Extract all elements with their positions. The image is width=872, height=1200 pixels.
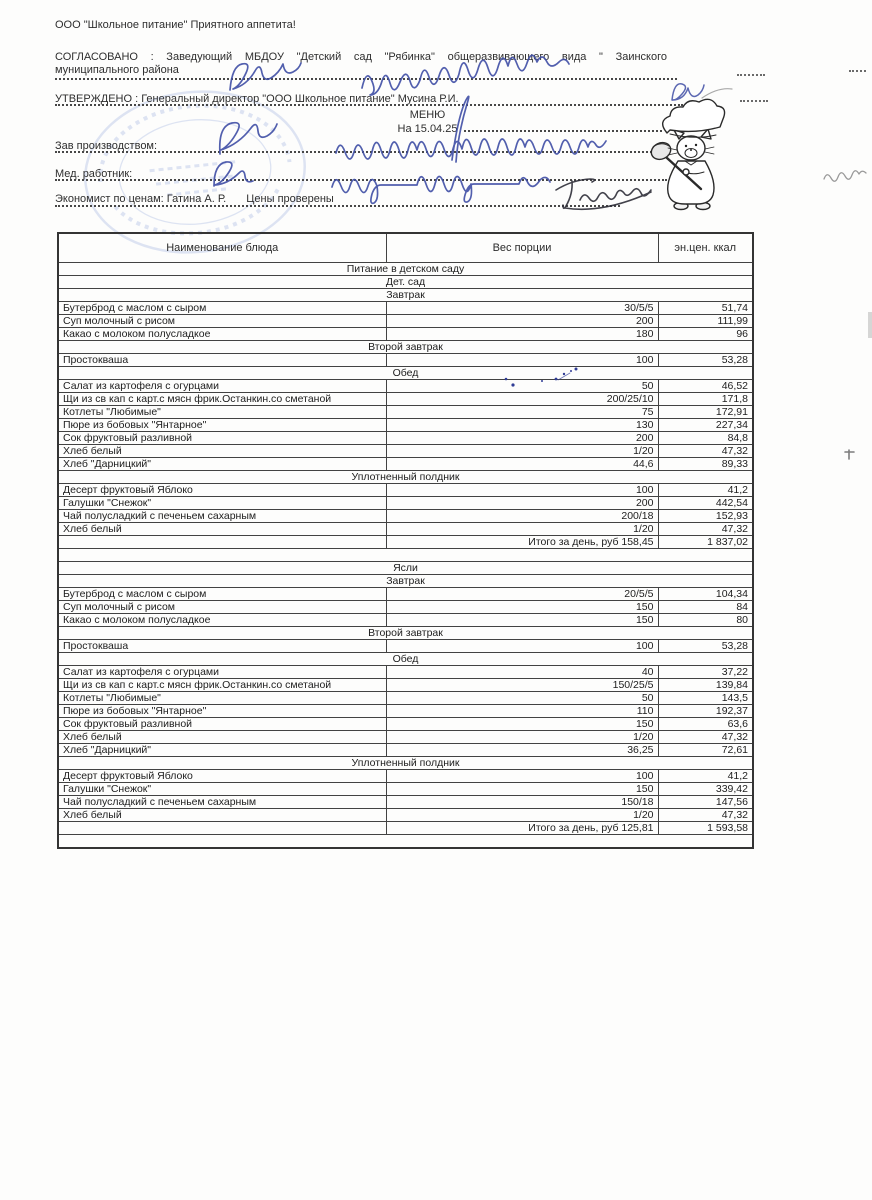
dish-name: Сок фруктовый разливной <box>58 718 386 731</box>
dish-kcal: 80 <box>658 614 753 627</box>
dish-row <box>58 809 753 822</box>
dish-name: Суп молочный с рисом <box>58 601 386 614</box>
dish-row <box>58 432 753 445</box>
dish-weight: 150 <box>386 614 658 627</box>
dish-name: Десерт фруктовый Яблоко <box>58 484 386 497</box>
section-row <box>58 276 753 289</box>
section-title: Уплотненный полдник <box>58 471 753 484</box>
dish-row <box>58 354 753 367</box>
agreed-signature-line <box>55 78 677 80</box>
dish-row <box>58 406 753 419</box>
approved-line: УТВЕРЖДЕНО : Генеральный директор "ООО Школьное питание" Мусина Р.И. <box>55 93 459 105</box>
dish-row <box>58 315 753 328</box>
dish-kcal: 47,32 <box>658 809 753 822</box>
dish-weight: 100 <box>386 770 658 783</box>
dish-weight: 100 <box>386 484 658 497</box>
spacer-row <box>58 835 753 849</box>
dish-kcal: 152,93 <box>658 510 753 523</box>
dish-name: Хлеб белый <box>58 809 386 822</box>
dish-kcal: 53,28 <box>658 354 753 367</box>
dish-kcal: 139,84 <box>658 679 753 692</box>
total-empty-cell <box>58 536 386 549</box>
dish-kcal: 111,99 <box>658 315 753 328</box>
total-kcal: 1 593,58 <box>658 822 753 835</box>
economist-signature-line <box>55 205 620 207</box>
dish-kcal: 339,42 <box>658 783 753 796</box>
medical-worker-signature-line <box>55 179 667 181</box>
company-header: ООО "Школьное питание" Приятного аппетита! <box>55 19 296 31</box>
dish-weight: 36,25 <box>386 744 658 757</box>
dish-kcal: 84 <box>658 601 753 614</box>
dish-row <box>58 692 753 705</box>
section-title: Ясли <box>58 562 753 575</box>
dish-name: Хлеб белый <box>58 523 386 536</box>
dish-weight: 75 <box>386 406 658 419</box>
dish-name: Сок фруктовый разливной <box>58 432 386 445</box>
dish-row <box>58 640 753 653</box>
dish-weight: 200 <box>386 432 658 445</box>
dish-weight: 180 <box>386 328 658 341</box>
dish-weight: 150/25/5 <box>386 679 658 692</box>
section-row <box>58 562 753 575</box>
total-row <box>58 536 753 549</box>
dish-weight: 1/20 <box>386 445 658 458</box>
margin-dots-1 <box>849 70 866 72</box>
agreed-line-2: муниципального района <box>55 64 179 76</box>
dish-weight: 50 <box>386 380 658 393</box>
dish-row <box>58 328 753 341</box>
menu-table <box>57 232 754 849</box>
production-manager-label: Зав производством: <box>55 140 158 152</box>
dish-kcal: 171,8 <box>658 393 753 406</box>
dish-name: Десерт фруктовый Яблоко <box>58 770 386 783</box>
dish-kcal: 53,28 <box>658 640 753 653</box>
dish-kcal: 51,74 <box>658 302 753 315</box>
dish-kcal: 63,6 <box>658 718 753 731</box>
dish-kcal: 227,34 <box>658 419 753 432</box>
section-title: Обед <box>58 653 753 666</box>
dish-row <box>58 744 753 757</box>
dish-name: Котлеты "Любимые" <box>58 406 386 419</box>
dish-name: Щи из св кап с карт.с мясн фрик.Останкин.со сметаной <box>58 679 386 692</box>
agreed-signature-line-tail <box>737 74 765 76</box>
section-row <box>58 575 753 588</box>
economist-label: Экономист по ценам: Гатина А. Р. <box>55 193 227 205</box>
dish-weight: 200/25/10 <box>386 393 658 406</box>
section-row <box>58 757 753 770</box>
dish-name: Простокваша <box>58 640 386 653</box>
dish-name: Чай полусладкий с печеньем сахарным <box>58 796 386 809</box>
total-row <box>58 822 753 835</box>
dish-kcal: 72,61 <box>658 744 753 757</box>
dish-row <box>58 393 753 406</box>
total-label: Итого за день, руб 158,45 <box>386 536 658 549</box>
section-title: Завтрак <box>58 575 753 588</box>
dish-kcal: 192,37 <box>658 705 753 718</box>
dish-row <box>58 666 753 679</box>
dish-row <box>58 588 753 601</box>
dish-name: Салат из картофеля с огурцами <box>58 666 386 679</box>
menu-table-body <box>58 263 753 849</box>
dish-row <box>58 601 753 614</box>
dish-row <box>58 458 753 471</box>
section-title: Второй завтрак <box>58 341 753 354</box>
dish-kcal: 89,33 <box>658 458 753 471</box>
dish-row <box>58 679 753 692</box>
dish-row <box>58 796 753 809</box>
production-manager-signature-line <box>55 151 663 153</box>
dish-row <box>58 445 753 458</box>
dish-weight: 1/20 <box>386 809 658 822</box>
dish-row <box>58 705 753 718</box>
dish-name: Котлеты "Любимые" <box>58 692 386 705</box>
scan-edge-artifact <box>868 312 872 338</box>
approved-signature-line-tail <box>740 100 768 102</box>
dish-row <box>58 380 753 393</box>
dish-weight: 130 <box>386 419 658 432</box>
dish-name: Хлеб белый <box>58 445 386 458</box>
margin-scribble <box>824 171 866 182</box>
section-title: Дет. сад <box>58 276 753 289</box>
dish-name: Щи из св кап с карт.с мясн фрик.Останкин.со сметаной <box>58 393 386 406</box>
dish-name: Какао с молоком полусладкое <box>58 328 386 341</box>
section-row <box>58 471 753 484</box>
dish-row <box>58 302 753 315</box>
dish-name: Какао с молоком полусладкое <box>58 614 386 627</box>
dish-weight: 150 <box>386 783 658 796</box>
dish-row <box>58 770 753 783</box>
dish-weight: 200 <box>386 315 658 328</box>
section-title: Обед <box>58 367 753 380</box>
dish-name: Бутерброд с маслом с сыром <box>58 588 386 601</box>
dish-row <box>58 614 753 627</box>
dish-weight: 20/5/5 <box>386 588 658 601</box>
dish-kcal: 41,2 <box>658 484 753 497</box>
dish-row <box>58 523 753 536</box>
dish-row <box>58 497 753 510</box>
dish-name: Хлеб белый <box>58 731 386 744</box>
dish-name: Хлеб "Дарницкий" <box>58 458 386 471</box>
section-row <box>58 263 753 276</box>
section-row <box>58 367 753 380</box>
dish-kcal: 442,54 <box>658 497 753 510</box>
dish-row <box>58 484 753 497</box>
dish-weight: 100 <box>386 354 658 367</box>
dish-weight: 200/18 <box>386 510 658 523</box>
section-title: Питание в детском саду <box>58 263 753 276</box>
dish-kcal: 37,22 <box>658 666 753 679</box>
dish-kcal: 96 <box>658 328 753 341</box>
approved-signature-line <box>55 104 683 106</box>
spacer-cell <box>58 835 753 849</box>
total-kcal: 1 837,02 <box>658 536 753 549</box>
dish-weight: 110 <box>386 705 658 718</box>
dish-row <box>58 718 753 731</box>
dish-weight: 50 <box>386 692 658 705</box>
section-title: Уплотненный полдник <box>58 757 753 770</box>
section-row <box>58 341 753 354</box>
dish-name: Простокваша <box>58 354 386 367</box>
agreed-line-1: СОГЛАСОВАНО : Заведующий МБДОУ "Детский сад "Рябинка" общеразвивающего вида " Заинского <box>55 51 667 63</box>
total-label: Итого за день, руб 125,81 <box>386 822 658 835</box>
dish-kcal: 47,32 <box>658 445 753 458</box>
table-header-row <box>58 233 753 263</box>
dish-row <box>58 783 753 796</box>
menu-title: МЕНЮ <box>409 109 446 121</box>
dish-kcal: 104,34 <box>658 588 753 601</box>
dish-kcal: 46,52 <box>658 380 753 393</box>
section-title: Второй завтрак <box>58 627 753 640</box>
column-header-dish: Наименование блюда <box>58 233 386 263</box>
dish-name: Пюре из бобовых "Янтарное" <box>58 705 386 718</box>
section-title: Завтрак <box>58 289 753 302</box>
dish-kcal: 147,56 <box>658 796 753 809</box>
dish-kcal: 143,5 <box>658 692 753 705</box>
dish-weight: 100 <box>386 640 658 653</box>
dish-weight: 1/20 <box>386 523 658 536</box>
dish-name: Галушки "Снежок" <box>58 497 386 510</box>
dish-name: Пюре из бобовых "Янтарное" <box>58 419 386 432</box>
dish-weight: 44,6 <box>386 458 658 471</box>
dish-name: Салат из картофеля с огурцами <box>58 380 386 393</box>
dish-weight: 40 <box>386 666 658 679</box>
dish-kcal: 41,2 <box>658 770 753 783</box>
column-header-weight: Вес порции <box>386 233 658 263</box>
dish-weight: 200 <box>386 497 658 510</box>
date-dotted-line <box>464 130 662 132</box>
section-row <box>58 627 753 640</box>
dish-weight: 150 <box>386 601 658 614</box>
dish-name: Галушки "Снежок" <box>58 783 386 796</box>
signature-director <box>672 84 732 100</box>
dish-name: Хлеб "Дарницкий" <box>58 744 386 757</box>
dish-weight: 30/5/5 <box>386 302 658 315</box>
medical-worker-label: Мед. работник: <box>55 168 133 180</box>
total-empty-cell <box>58 822 386 835</box>
dish-row <box>58 419 753 432</box>
dish-row <box>58 510 753 523</box>
section-row <box>58 653 753 666</box>
dish-weight: 150 <box>386 718 658 731</box>
dish-name: Чай полусладкий с печеньем сахарным <box>58 510 386 523</box>
dish-name: Суп молочный с рисом <box>58 315 386 328</box>
dish-weight: 1/20 <box>386 731 658 744</box>
spacer-cell <box>58 549 753 562</box>
prices-checked-label: Цены проверены <box>246 193 334 205</box>
section-row <box>58 289 753 302</box>
dish-kcal: 47,32 <box>658 523 753 536</box>
dish-name: Бутерброд с маслом с сыром <box>58 302 386 315</box>
dish-kcal: 172,91 <box>658 406 753 419</box>
spacer-row <box>58 549 753 562</box>
dish-row <box>58 731 753 744</box>
margin-mark <box>845 450 854 459</box>
column-header-kcal: эн.цен. ккал <box>658 233 753 263</box>
dish-kcal: 47,32 <box>658 731 753 744</box>
dish-kcal: 84,8 <box>658 432 753 445</box>
dish-weight: 150/18 <box>386 796 658 809</box>
menu-date: На 15.04.25 <box>397 123 458 135</box>
